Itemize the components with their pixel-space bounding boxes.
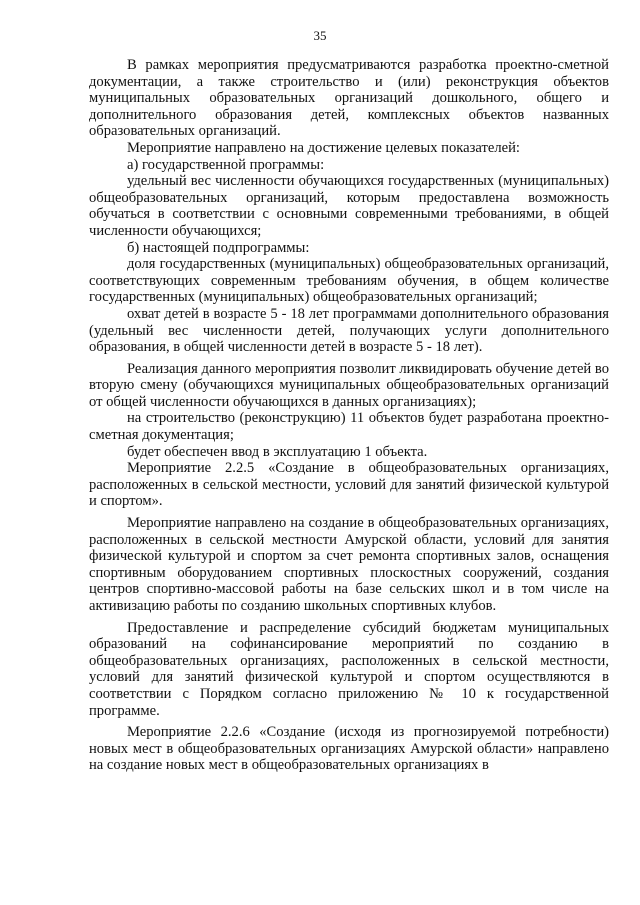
page-number: 35 bbox=[313, 28, 327, 43]
paragraph: Предоставление и распределение субсидий бюджетам муниципальных образований на софинансирование мероприятий по созданию в общеобразовательных организациях, расположенных в сельской местности, условий для занятий физической культурой и спортом осуществляются в соответствии с Порядком согласно приложению № 10 к государственной программе. bbox=[89, 619, 609, 719]
document-body bbox=[89, 57, 609, 774]
paragraph: доля государственных (муниципальных) общеобразовательных организаций, соответствующих современным требованиям обучения, в общем количестве государственных (муниципальных) общеобразовательных организаций; bbox=[89, 256, 609, 306]
paragraph: Реализация данного мероприятия позволит ликвидировать обучение детей во вторую смену (обучающихся муниципальных общеобразовательных организаций от общей численности обучающихся в данных организациях); bbox=[89, 360, 609, 410]
paragraph: Мероприятие 2.2.6 «Создание (исходя из прогнозируемой потребности) новых мест в общеобразовательных организациях Амурской области» направлено на создание новых мест в общеобразовательных организациях в bbox=[89, 724, 609, 774]
paragraph: удельный вес численности обучающихся государственных (муниципальных) общеобразовательных организаций, которым предоставлена возможность обучаться в соответствии с основными современными требованиями, в общей численности обучающихся; bbox=[89, 173, 609, 239]
paragraph: а) государственной программы: bbox=[127, 156, 325, 173]
paragraph: Мероприятие 2.2.5 «Создание в общеобразовательных организациях, расположенных в сельской местности, условий для занятий физической культурой и спортом». bbox=[89, 460, 609, 510]
paragraph: Мероприятие направлено на создание в общеобразовательных организациях, расположенных в сельской местности Амурской области, условий для занятия физической культурой и спортом за счет ремонта спортивных залов, оснащения спортивным оборудованием спортивных плоскостных сооружений, создания центров спортивно-массовой работы на базе сельских школ и в том числе на активизацию работы по созданию школьных спортивных клубов. bbox=[89, 515, 609, 614]
paragraph: будет обеспечен ввод в эксплуатацию 1 объекта. bbox=[127, 443, 428, 460]
paragraph: В рамках мероприятия предусматриваются разработка проектно-сметной документации, а также строительство и (или) реконструкция объектов муниципальных образовательных организаций дошкольного, общего и дополнительного образования детей, комплексных объектов названных образовательных организаций. bbox=[89, 57, 609, 140]
paragraph: охват детей в возрасте 5 - 18 лет программами дополнительного образования (удельный вес численности детей, получающих услуги дополнительного образования, в общей численности детей в возрасте 5 - 18 лет). bbox=[89, 305, 609, 356]
paragraph: б) настоящей подпрограммы: bbox=[127, 239, 310, 256]
paragraph: на строительство (реконструкцию) 11 объектов будет разработана проектно-сметная документация; bbox=[89, 410, 609, 444]
paragraph: Мероприятие направлено на достижение целевых показателей: bbox=[127, 139, 520, 156]
